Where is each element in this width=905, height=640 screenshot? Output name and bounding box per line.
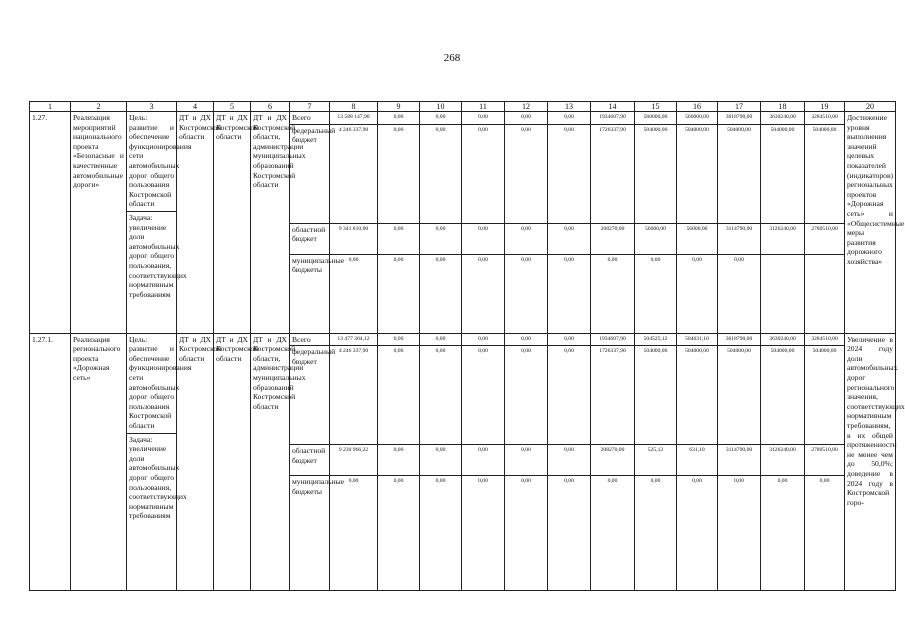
header-cell: 2 <box>71 102 127 112</box>
amount-cell: 0,00 <box>420 223 462 254</box>
executor-col4: ДТ и ДХ Костромской области <box>177 112 214 334</box>
amount-cell: 0,00 <box>591 254 635 333</box>
funding-source: муниципальные бюджеты <box>290 476 330 591</box>
amount-cell: 0,00 <box>548 445 591 476</box>
amount-cell: 1934607,90 <box>591 333 635 346</box>
amount-cell: 13 477 304,12 <box>330 333 378 346</box>
header-row <box>30 102 896 112</box>
amount-cell: 3126240,00 <box>761 445 805 476</box>
amount-cell: 0,00 <box>718 254 761 333</box>
amount-cell: 4 246 337,90 <box>330 124 378 223</box>
amount-cell: 0,00 <box>505 445 548 476</box>
amount-cell: 9 230 966,22 <box>330 445 378 476</box>
amount-cell: 0,00 <box>718 476 761 591</box>
amount-cell: 0,00 <box>635 476 677 591</box>
amount-cell: 0,00 <box>548 476 591 591</box>
expected-result: Достижение уровня выполнения значений целевых показателей (индикаторов) региональных проектов «Дорожная сеть» и «Общесистемные меры развития дорожного хозяйства» <box>845 112 896 334</box>
amount-cell: 0,00 <box>420 476 462 591</box>
header-cell: 11 <box>462 102 505 112</box>
amount-cell: 0,00 <box>548 223 591 254</box>
funding-row-total <box>30 333 896 346</box>
amount-cell: 0,00 <box>420 333 462 346</box>
amount-cell: 0,00 <box>378 254 420 333</box>
amount-cell: 0,00 <box>462 445 505 476</box>
amount-cell: 3114790,00 <box>718 445 761 476</box>
amount-cell: 3630240,00 <box>761 333 805 346</box>
amount-cell: 3114790,00 <box>718 223 761 254</box>
amount-cell: 0,00 <box>420 445 462 476</box>
amount-cell: 525,12 <box>635 445 677 476</box>
amount-cell: 504000,00 <box>761 346 805 445</box>
amount-cell: 0,00 <box>505 112 548 125</box>
header-cell: 7 <box>290 102 330 112</box>
goal-text: Цель: развитие и обеспечение функционирования сети автомобильных дорог общего пользования Костромской области <box>129 334 192 430</box>
amount-cell: 0,00 <box>677 254 718 333</box>
goal-task-cell <box>127 333 192 591</box>
amount-cell: 1934607,90 <box>591 112 635 125</box>
amount-cell: 504000,00 <box>718 346 761 445</box>
amount-cell: 3284510,00 <box>805 112 845 125</box>
funding-source: областной бюджет <box>290 223 330 254</box>
amount-cell: 0,00 <box>420 346 462 445</box>
amount-cell: 0,00 <box>505 254 548 333</box>
amount-cell: 504000,00 <box>635 346 677 445</box>
header-cell: 4 <box>177 102 214 112</box>
amount-cell: 3284510,00 <box>805 333 845 346</box>
amount-cell: 504000,00 <box>677 346 718 445</box>
amount-cell: 56000,00 <box>677 223 718 254</box>
amount-cell: 0,00 <box>635 254 677 333</box>
amount-cell: 0,00 <box>378 333 420 346</box>
header-cell: 12 <box>505 102 548 112</box>
amount-cell: 504000,00 <box>635 124 677 223</box>
amount-cell: 13 588 147,90 <box>330 112 378 125</box>
task-text: Задача: увеличение доли автомобильных дорог общего пользования, соответствующих нормативным требованиям <box>129 434 187 521</box>
amount-cell: 504000,00 <box>677 124 718 223</box>
amount-cell: 1726337,90 <box>591 346 635 445</box>
amount-cell: 0,00 <box>420 124 462 223</box>
executor-col6: ДТ и ДХ Костромской области, администрации муниципальных образований Костромской области <box>251 112 290 334</box>
amount-cell: 504000,00 <box>805 124 845 223</box>
amount-cell: 208270,00 <box>591 223 635 254</box>
amount-cell: 4 246 337,90 <box>330 346 378 445</box>
amount-cell: 0,00 <box>462 254 505 333</box>
amount-cell: 0,00 <box>548 346 591 445</box>
amount-cell: 0,00 <box>505 124 548 223</box>
amount-cell: 0,00 <box>805 476 845 591</box>
amount-cell: 0,00 <box>505 223 548 254</box>
header-cell: 17 <box>718 102 761 112</box>
amount-cell: 0,00 <box>420 112 462 125</box>
funding-source: Всего <box>290 333 330 346</box>
amount-cell: 0,00 <box>378 476 420 591</box>
header-cell: 15 <box>635 102 677 112</box>
amount-cell: 2780510,00 <box>805 445 845 476</box>
amount-cell: 0,00 <box>761 476 805 591</box>
header-cell: 5 <box>214 102 251 112</box>
amount-cell <box>805 254 845 333</box>
header-cell: 13 <box>548 102 591 112</box>
amount-cell: 504631,10 <box>677 333 718 346</box>
header-cell: 8 <box>330 102 378 112</box>
amount-cell: 560000,00 <box>635 112 677 125</box>
amount-cell: 9 341 810,00 <box>330 223 378 254</box>
amount-cell: 0,00 <box>462 223 505 254</box>
header-cell: 16 <box>677 102 718 112</box>
header-cell: 19 <box>805 102 845 112</box>
amount-cell: 208270,00 <box>591 445 635 476</box>
amount-cell: 0,00 <box>378 346 420 445</box>
amount-cell: 0,00 <box>548 124 591 223</box>
divider <box>127 211 176 212</box>
divider <box>127 433 176 434</box>
header-cell: 18 <box>761 102 805 112</box>
amount-cell: 0,00 <box>420 254 462 333</box>
measure-name: Реализация регионального проекта «Дорожная сеть» <box>71 333 127 591</box>
amount-cell: 0,00 <box>505 346 548 445</box>
amount-cell: 0,00 <box>330 476 378 591</box>
header-cell: 3 <box>127 102 177 112</box>
funding-source: муниципальные бюджеты <box>290 254 330 333</box>
executor-col5: ДТ и ДХ Костромской области <box>214 112 251 334</box>
amount-cell: 1726337,90 <box>591 124 635 223</box>
amount-cell: 0,00 <box>505 333 548 346</box>
expected-result: Увеличение в 2024 году доли автомобильных дорог регионального значения, соответствующих нормативным требованиям, в их общей протяженности не менее чем до 50,0%; доведение в 2024 году в Костромской горо- <box>845 333 896 591</box>
amount-cell: 0,00 <box>330 254 378 333</box>
amount-cell: 0,00 <box>548 112 591 125</box>
header-cell: 14 <box>591 102 635 112</box>
amount-cell: 2780510,00 <box>805 223 845 254</box>
amount-cell: 0,00 <box>378 124 420 223</box>
amount-cell: 0,00 <box>548 254 591 333</box>
measure-name: Реализация мероприятий национального проекта «Безопасные и качественные автомобильные дороги» <box>71 112 127 334</box>
header-cell: 9 <box>378 102 420 112</box>
executor-col5: ДТ и ДХ Костромской области <box>214 333 251 591</box>
amount-cell: 0,00 <box>677 476 718 591</box>
amount-cell: 631,10 <box>677 445 718 476</box>
executor-col6: ДТ и ДХ Костромской области, администрации муниципальных образований Костромской области <box>251 333 290 591</box>
amount-cell: 0,00 <box>462 112 505 125</box>
amount-cell: 0,00 <box>505 476 548 591</box>
amount-cell <box>761 254 805 333</box>
amount-cell: 0,00 <box>462 476 505 591</box>
amount-cell: 0,00 <box>548 333 591 346</box>
amount-cell: 504000,00 <box>718 124 761 223</box>
amount-cell: 0,00 <box>378 445 420 476</box>
amount-cell: 504000,00 <box>761 124 805 223</box>
page-number: 268 <box>443 52 461 64</box>
amount-cell: 0,00 <box>462 333 505 346</box>
amount-cell: 0,00 <box>378 112 420 125</box>
row-code: 1.27. <box>30 112 71 334</box>
task-text: Задача: увеличение доли автомобильных дорог общего пользования, соответствующих нормативным требованиям <box>129 212 187 299</box>
goal-task-cell <box>127 112 192 334</box>
amount-cell: 3618790,00 <box>718 333 761 346</box>
amount-cell: 504000,00 <box>805 346 845 445</box>
header-cell: 1 <box>30 102 71 112</box>
amount-cell: 0,00 <box>591 476 635 591</box>
funding-source: федеральный бюджет <box>290 124 330 223</box>
amount-cell: 0,00 <box>378 223 420 254</box>
amount-cell: 0,00 <box>462 124 505 223</box>
amount-cell: 56000,00 <box>635 223 677 254</box>
amount-cell: 3126240,00 <box>761 223 805 254</box>
funding-source: федеральный бюджет <box>290 346 330 445</box>
funding-source: Всего <box>290 112 330 125</box>
funding-source: областной бюджет <box>290 445 330 476</box>
header-cell: 20 <box>845 102 896 112</box>
goal-text: Цель: развитие и обеспечение функционирования сети автомобильных дорог общего пользования Костромской области <box>129 113 192 209</box>
amount-cell: 3630240,00 <box>761 112 805 125</box>
amount-cell: 560000,00 <box>677 112 718 125</box>
amount-cell: 3618790,00 <box>718 112 761 125</box>
executor-col4: ДТ и ДХ Костромской области <box>177 333 214 591</box>
amount-cell: 504525,12 <box>635 333 677 346</box>
row-code: 1.27.1. <box>30 333 71 591</box>
header-cell: 10 <box>420 102 462 112</box>
header-cell: 6 <box>251 102 290 112</box>
amount-cell: 0,00 <box>462 346 505 445</box>
funding-row-total <box>30 112 896 125</box>
program-table <box>29 101 905 591</box>
